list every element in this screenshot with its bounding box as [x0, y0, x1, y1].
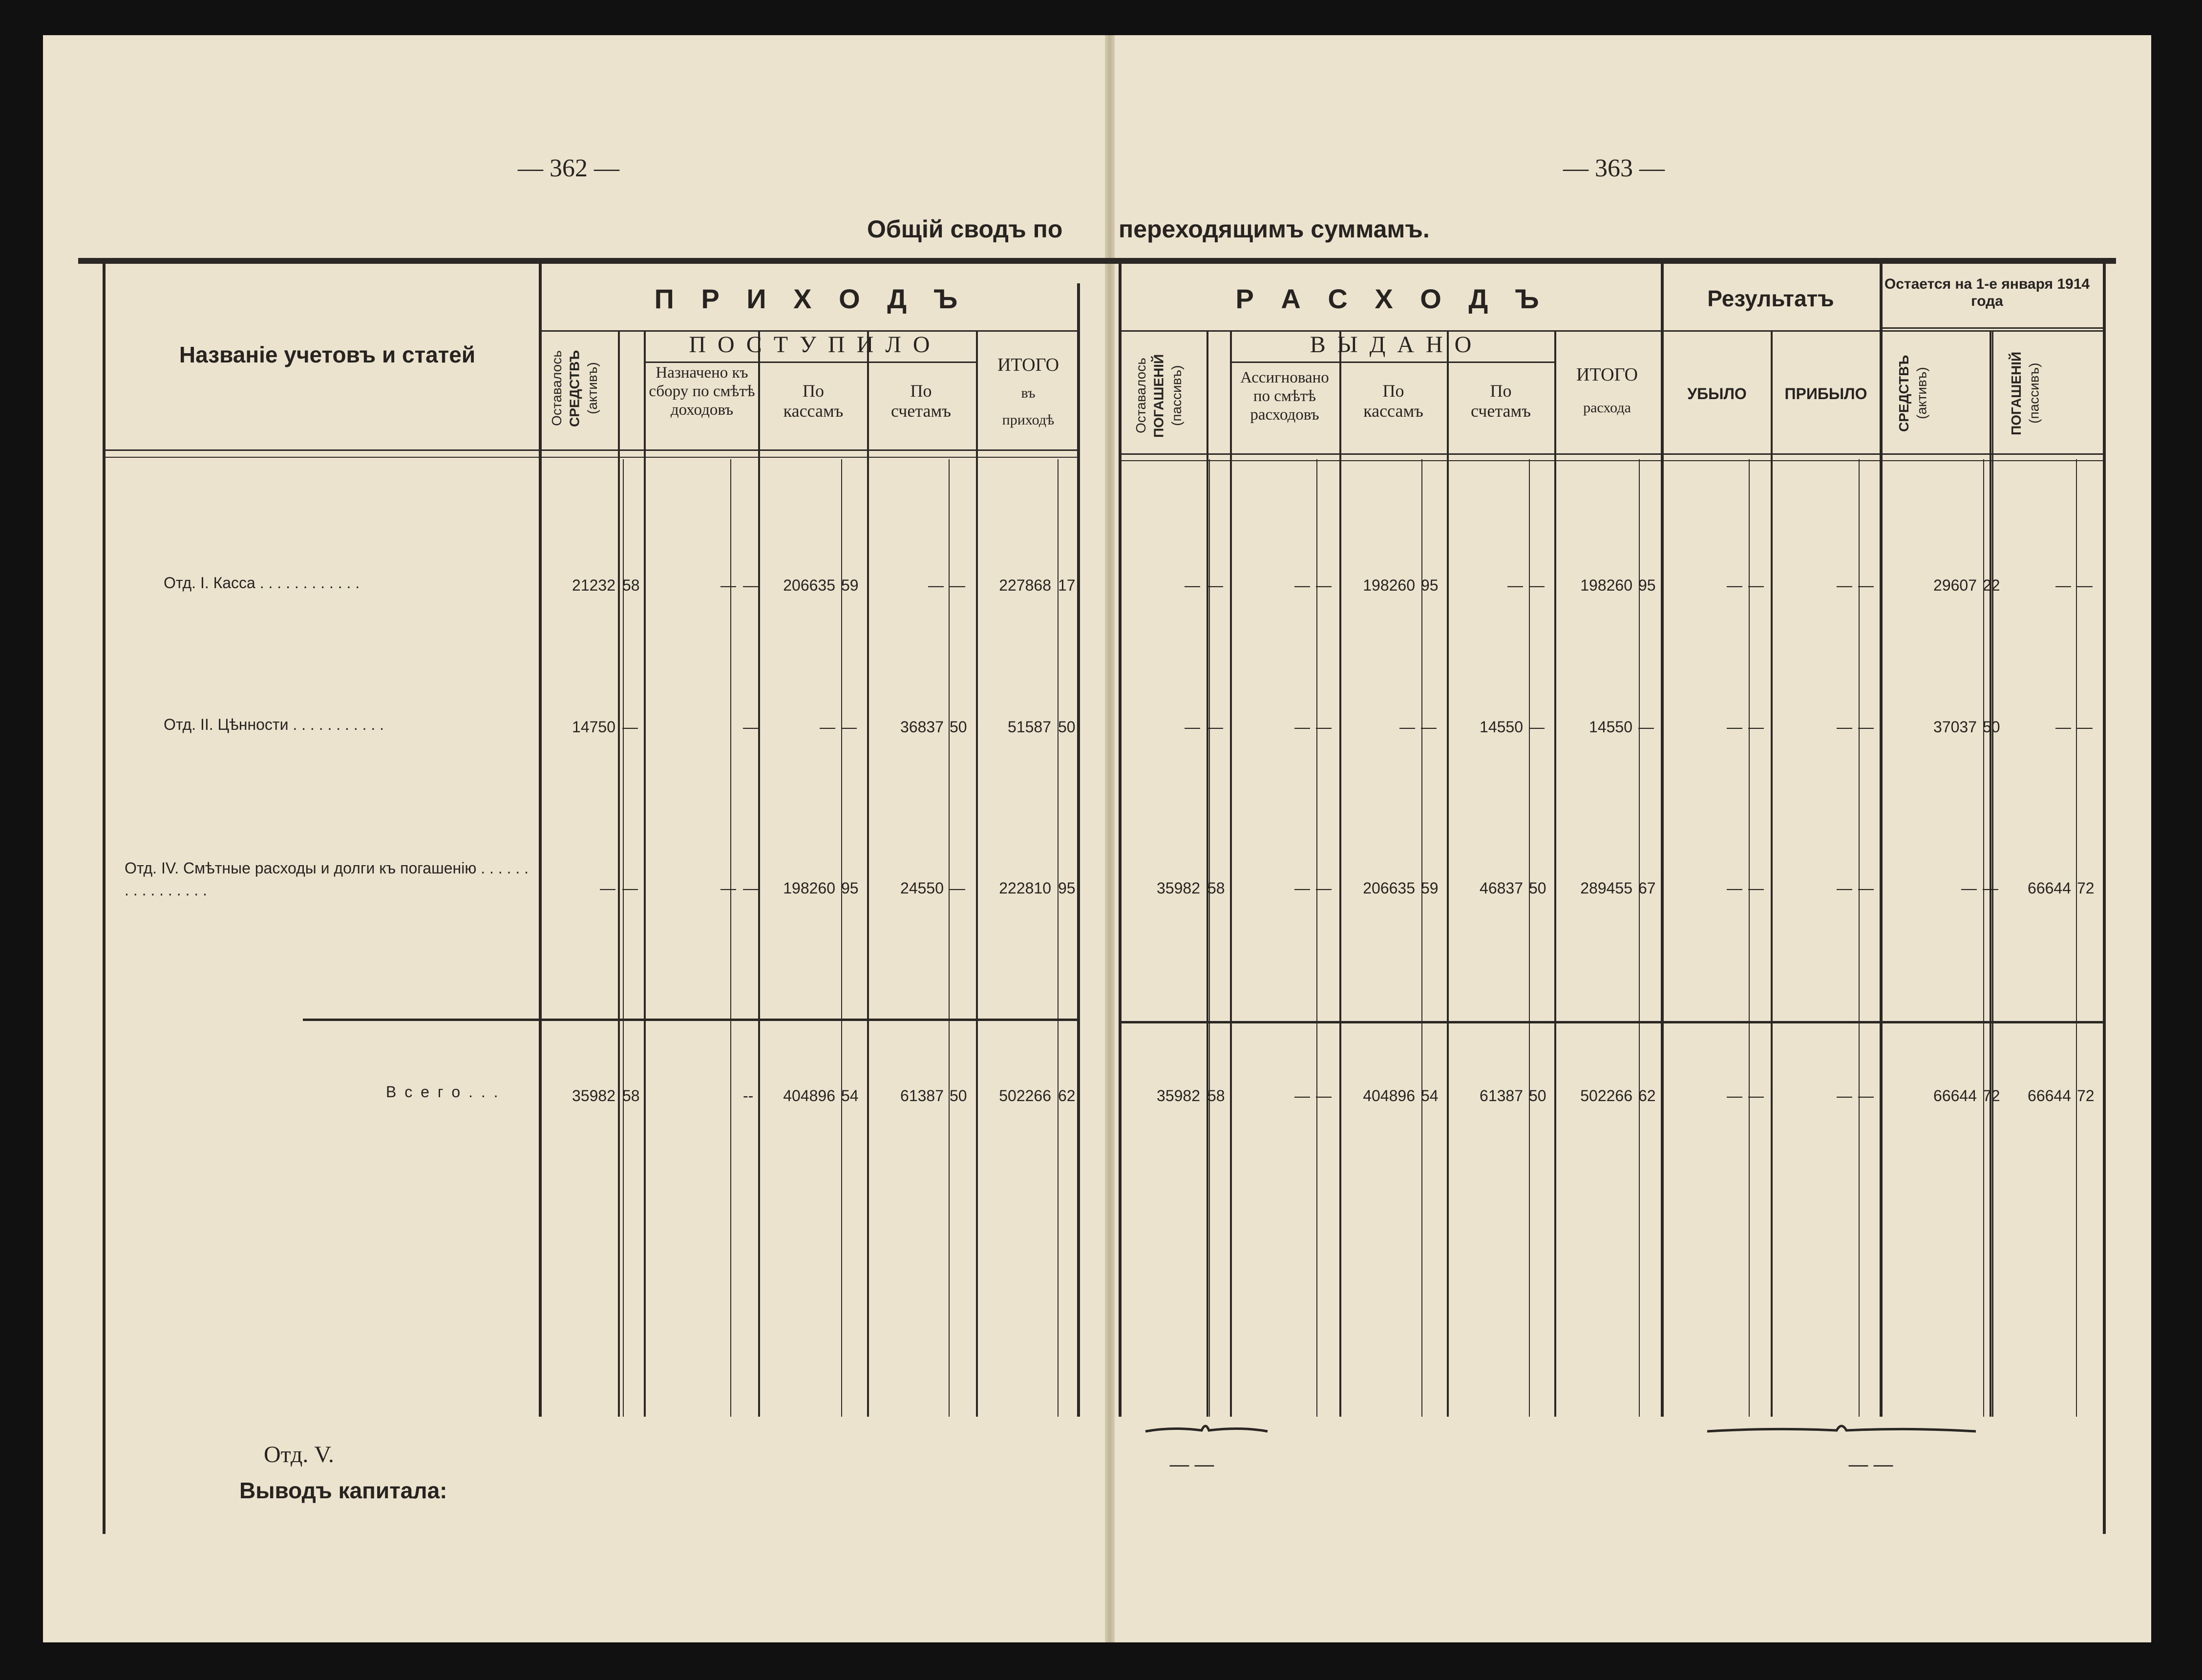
- table-cell: —: [2055, 718, 2071, 736]
- header-text: ПОГАШЕНІЙ: [1151, 354, 1166, 438]
- grid-vline: [1207, 330, 1208, 1417]
- header-text: ИТОГО: [1576, 364, 1638, 385]
- grid-vline: [1990, 330, 1991, 1417]
- table-cell: —: [743, 879, 759, 897]
- header-text: расхода: [1583, 399, 1631, 416]
- table-cell: —: [1858, 1087, 1874, 1105]
- table-cell: —: [1316, 1087, 1332, 1105]
- table-cell: 37037: [1933, 718, 1977, 736]
- table-cell: 50: [1529, 1087, 1546, 1105]
- table-cell: —: [1837, 718, 1852, 736]
- grid-vline: [730, 459, 731, 1417]
- header-text: ИТОГО: [997, 355, 1059, 375]
- grid-hline: [103, 449, 1077, 451]
- table-cell: 95: [1421, 576, 1439, 594]
- table-cell: —: [1294, 718, 1310, 736]
- header-prihod: П Р И Х О Д Ъ: [654, 283, 968, 314]
- table-cell: 58: [1207, 1087, 1225, 1105]
- table-cell: 51587: [1008, 718, 1051, 736]
- left-page: [43, 35, 1110, 1642]
- grid-vline: [867, 330, 869, 1417]
- table-cell: —: [950, 576, 965, 594]
- table-cell: 66644: [2028, 1087, 2071, 1105]
- header-ostaetsya: Остается на 1-е января 1914 года: [1884, 276, 2090, 309]
- title-right: переходящимъ суммамъ.: [1119, 215, 1430, 243]
- table-cell: 14550: [1589, 718, 1632, 736]
- grid-vline: [1077, 283, 1080, 1417]
- table-cell: —: [1858, 879, 1874, 897]
- table-cell: 59: [1421, 879, 1439, 897]
- table-cell: --: [743, 1087, 754, 1105]
- table-cell: 50: [1058, 718, 1076, 736]
- table-cell: —: [1727, 1087, 1742, 1105]
- header-po-schetam-left: [868, 381, 974, 422]
- footer-dashes-left: — —: [1169, 1454, 1214, 1475]
- grid-vline: [1992, 330, 1993, 1417]
- header-ubylo: УБЫЛО: [1687, 385, 1747, 403]
- table-cell: 95: [841, 879, 859, 897]
- grid-hline: [303, 1019, 1077, 1021]
- header-text: кассамъ: [1363, 401, 1423, 421]
- top-rule: [78, 258, 2116, 264]
- grid-hline: [1230, 362, 1554, 363]
- table-cell: —: [1983, 879, 1998, 897]
- header-assignovano: Ассигновано по смѣтѣ расходовъ: [1240, 369, 1329, 424]
- header-text: По: [910, 381, 932, 401]
- table-cell: 67: [1638, 879, 1656, 897]
- table-cell: 61387: [1480, 1087, 1523, 1105]
- row-label-cennosti: Отд. II. Цѣнности . . . . . . . . . . .: [164, 716, 384, 733]
- table-cell: —: [720, 576, 736, 594]
- table-cell: —: [1748, 1087, 1764, 1105]
- table-cell: 59: [841, 576, 859, 594]
- table-cell: —: [1507, 576, 1523, 594]
- header-text: По: [1382, 381, 1404, 401]
- table-cell: —: [1185, 576, 1200, 594]
- header-sredstv-aktiv: [1895, 337, 1949, 449]
- grid-vline: [1230, 330, 1232, 1417]
- table-cell: 36837: [900, 718, 944, 736]
- grid-vline: [1983, 459, 1984, 1417]
- header-text: По: [1490, 381, 1512, 401]
- brace-mark-left: [1143, 1417, 1270, 1446]
- table-cell: —: [1185, 718, 1200, 736]
- table-cell: —: [743, 576, 759, 594]
- header-text: (активъ): [1914, 367, 1929, 420]
- table-cell: 14750: [572, 718, 615, 736]
- header-text: Оставалось: [1133, 358, 1148, 434]
- table-cell: 21232: [572, 576, 615, 594]
- grid-vline: [1749, 459, 1750, 1417]
- grid-vline: [1316, 459, 1317, 1417]
- table-cell: —: [1207, 718, 1223, 736]
- footer-dashes-right: — —: [1848, 1454, 1893, 1475]
- brace-mark-right: [1705, 1417, 1978, 1446]
- table-cell: 50: [950, 1087, 967, 1105]
- grid-hline: [1661, 330, 2103, 332]
- grid-vline: [623, 459, 624, 1417]
- grid-vline: [1880, 264, 1883, 1417]
- header-text: СРЕДСТВЪ: [1896, 355, 1911, 432]
- book-gutter: [1105, 35, 1115, 1642]
- footer-caption: Выводъ капитала:: [239, 1478, 447, 1503]
- table-cell: 227868: [999, 576, 1051, 594]
- table-cell: —: [1961, 879, 1977, 897]
- header-text: (пассивъ): [1168, 365, 1184, 426]
- grid-vline: [1119, 264, 1122, 1417]
- table-cell: —: [720, 879, 736, 897]
- table-cell: —: [820, 718, 835, 736]
- grid-vline: [976, 330, 978, 1417]
- table-cell: —: [1316, 879, 1332, 897]
- table-cell: —: [1748, 879, 1764, 897]
- table-cell: —: [1316, 576, 1332, 594]
- header-po-schetam-right: [1448, 381, 1553, 422]
- table-cell: 46837: [1480, 879, 1523, 897]
- grid-vline: [1058, 459, 1059, 1417]
- table-cell: 61387: [900, 1087, 944, 1105]
- table-cell: 66644: [2028, 879, 2071, 897]
- grid-hline: [1880, 327, 2103, 329]
- grid-vline: [2103, 264, 2106, 1534]
- grid-vline: [2076, 459, 2077, 1417]
- table-cell: —: [1421, 718, 1437, 736]
- table-cell: —: [1399, 718, 1415, 736]
- page-number-left: — 362 —: [518, 154, 619, 182]
- table-cell: —: [1529, 718, 1545, 736]
- table-cell: —: [743, 718, 759, 736]
- table-cell: —: [1727, 879, 1742, 897]
- table-cell: —: [1858, 576, 1874, 594]
- table-cell: —: [1294, 1087, 1310, 1105]
- grid-vline: [841, 459, 842, 1417]
- table-cell: —: [1837, 576, 1852, 594]
- grid-vline: [644, 330, 646, 1417]
- row-label-smetnye: Отд. IV. Смѣтные расходы и долги къ погашенію . . . . . . . . . . . . . . . .: [125, 859, 529, 899]
- table-cell: —: [1837, 1087, 1852, 1105]
- header-pogasheniy-passiv: [2008, 337, 2061, 449]
- header-text: По: [803, 381, 824, 401]
- table-cell: 35982: [1157, 1087, 1200, 1105]
- table-cell: 17: [1058, 576, 1076, 594]
- table-cell: 404896: [1363, 1087, 1415, 1105]
- table-cell: 50: [1983, 718, 2000, 736]
- table-cell: 29607: [1933, 576, 1977, 594]
- header-itogo-rashod: [1556, 359, 1658, 422]
- grid-vline: [539, 264, 542, 1417]
- table-cell: 35982: [1157, 879, 1200, 897]
- grid-vline: [1639, 459, 1640, 1417]
- table-cell: —: [2077, 576, 2093, 594]
- grid-vline: [1421, 459, 1422, 1417]
- footer-section: Отд. V.: [264, 1442, 334, 1467]
- grid-vline: [1209, 459, 1210, 1417]
- table-cell: 58: [1207, 879, 1225, 897]
- table-cell: 95: [1638, 576, 1656, 594]
- header-text: (активъ): [584, 362, 600, 415]
- table-cell: —: [928, 576, 944, 594]
- table-cell: 62: [1638, 1087, 1656, 1105]
- grid-hline: [1119, 460, 2103, 461]
- header-text: Оставалось: [549, 350, 564, 426]
- grid-vline: [1661, 264, 1664, 1417]
- table-cell: 14550: [1480, 718, 1523, 736]
- table-cell: 72: [1983, 1087, 2000, 1105]
- header-text: кассамъ: [783, 401, 844, 421]
- page-number-right: — 363 —: [1563, 154, 1665, 182]
- header-text: СРЕДСТВЪ: [567, 350, 582, 427]
- header-ostavalos-pogasheniy: [1132, 337, 1193, 454]
- table-cell: —: [2055, 576, 2071, 594]
- table-cell: 58: [622, 576, 640, 594]
- grid-hline: [103, 457, 1077, 458]
- table-cell: 35982: [572, 1087, 615, 1105]
- header-po-kassam-right: [1341, 381, 1446, 422]
- table-cell: 289455: [1580, 879, 1632, 897]
- table-cell: —: [622, 879, 638, 897]
- table-cell: 404896: [783, 1087, 835, 1105]
- table-cell: —: [1858, 718, 1874, 736]
- table-cell: 50: [950, 718, 967, 736]
- grid-vline: [1554, 330, 1556, 1417]
- header-rashod: Р А С Х О Д Ъ: [1235, 283, 1549, 314]
- table-cell: —: [1529, 576, 1545, 594]
- table-cell: —: [1748, 718, 1764, 736]
- grid-vline: [1859, 459, 1860, 1417]
- table-cell: 50: [1529, 879, 1546, 897]
- table-cell: 54: [1421, 1087, 1439, 1105]
- table-cell: 72: [2077, 1087, 2095, 1105]
- grid-vline: [1339, 330, 1341, 1417]
- grid-vline: [103, 264, 106, 1534]
- table-cell: 62: [1058, 1087, 1076, 1105]
- table-cell: —: [1748, 576, 1764, 594]
- row-label-vsego: В с е г о . . .: [386, 1083, 500, 1101]
- header-text: приходѣ: [1002, 412, 1055, 428]
- table-cell: —: [1727, 718, 1742, 736]
- table-cell: 58: [622, 1087, 640, 1105]
- table-cell: 24550: [900, 879, 944, 897]
- grid-vline: [1529, 459, 1530, 1417]
- table-cell: 95: [1058, 879, 1076, 897]
- table-cell: —: [950, 879, 965, 897]
- table-cell: —: [841, 718, 857, 736]
- header-po-kassam-left: [760, 381, 867, 422]
- grid-vline: [618, 330, 620, 1417]
- header-text: (пассивъ): [2026, 362, 2042, 424]
- header-ostavalos-sredstv: [548, 337, 609, 440]
- grid-hline: [1119, 1021, 2103, 1023]
- table-cell: —: [1294, 576, 1310, 594]
- header-rezultat: Результатъ: [1707, 286, 1834, 311]
- title-left: Общій сводъ по: [867, 215, 1063, 243]
- table-cell: 502266: [999, 1087, 1051, 1105]
- header-name-column: Названіе учетовъ и статей: [179, 342, 476, 367]
- header-postupilo: П О С Т У П И Л О: [689, 332, 933, 358]
- header-pribylo: ПРИБЫЛО: [1784, 385, 1867, 403]
- grid-hline: [644, 362, 976, 363]
- header-vydano: В Ы Д А Н О: [1310, 332, 1475, 358]
- header-text: ПОГАШЕНІЙ: [2009, 351, 2024, 435]
- table-cell: 198260: [783, 879, 835, 897]
- table-cell: —: [1638, 718, 1654, 736]
- grid-vline: [1447, 330, 1449, 1417]
- table-cell: 72: [2077, 879, 2095, 897]
- table-cell: —: [1294, 879, 1310, 897]
- header-text: счетамъ: [891, 401, 951, 421]
- table-cell: 198260: [1363, 576, 1415, 594]
- grid-vline: [1771, 330, 1773, 1417]
- grid-hline: [1119, 453, 2103, 455]
- table-cell: 206635: [783, 576, 835, 594]
- table-cell: 222810: [999, 879, 1051, 897]
- table-cell: —: [1837, 879, 1852, 897]
- grid-vline: [949, 459, 950, 1417]
- table-cell: —: [1316, 718, 1332, 736]
- table-cell: —: [1727, 576, 1742, 594]
- table-cell: 206635: [1363, 879, 1415, 897]
- grid-vline: [758, 330, 760, 1417]
- row-label-kassa: Отд. I. Касса . . . . . . . . . . . .: [164, 574, 360, 592]
- header-text: счетамъ: [1471, 401, 1531, 421]
- table-cell: 22: [1983, 576, 2000, 594]
- table-cell: —: [622, 718, 638, 736]
- table-cell: 54: [841, 1087, 859, 1105]
- table-cell: 198260: [1580, 576, 1632, 594]
- table-cell: —: [1207, 576, 1223, 594]
- header-text: въ: [1021, 385, 1036, 402]
- header-itogo-prihod: [977, 352, 1080, 432]
- table-cell: 502266: [1580, 1087, 1632, 1105]
- table-cell: —: [600, 879, 615, 897]
- table-cell: —: [2077, 718, 2093, 736]
- header-naznacheno: Назначено къ сбору по смѣтѣ доходовъ: [649, 364, 755, 419]
- table-cell: 66644: [1933, 1087, 1977, 1105]
